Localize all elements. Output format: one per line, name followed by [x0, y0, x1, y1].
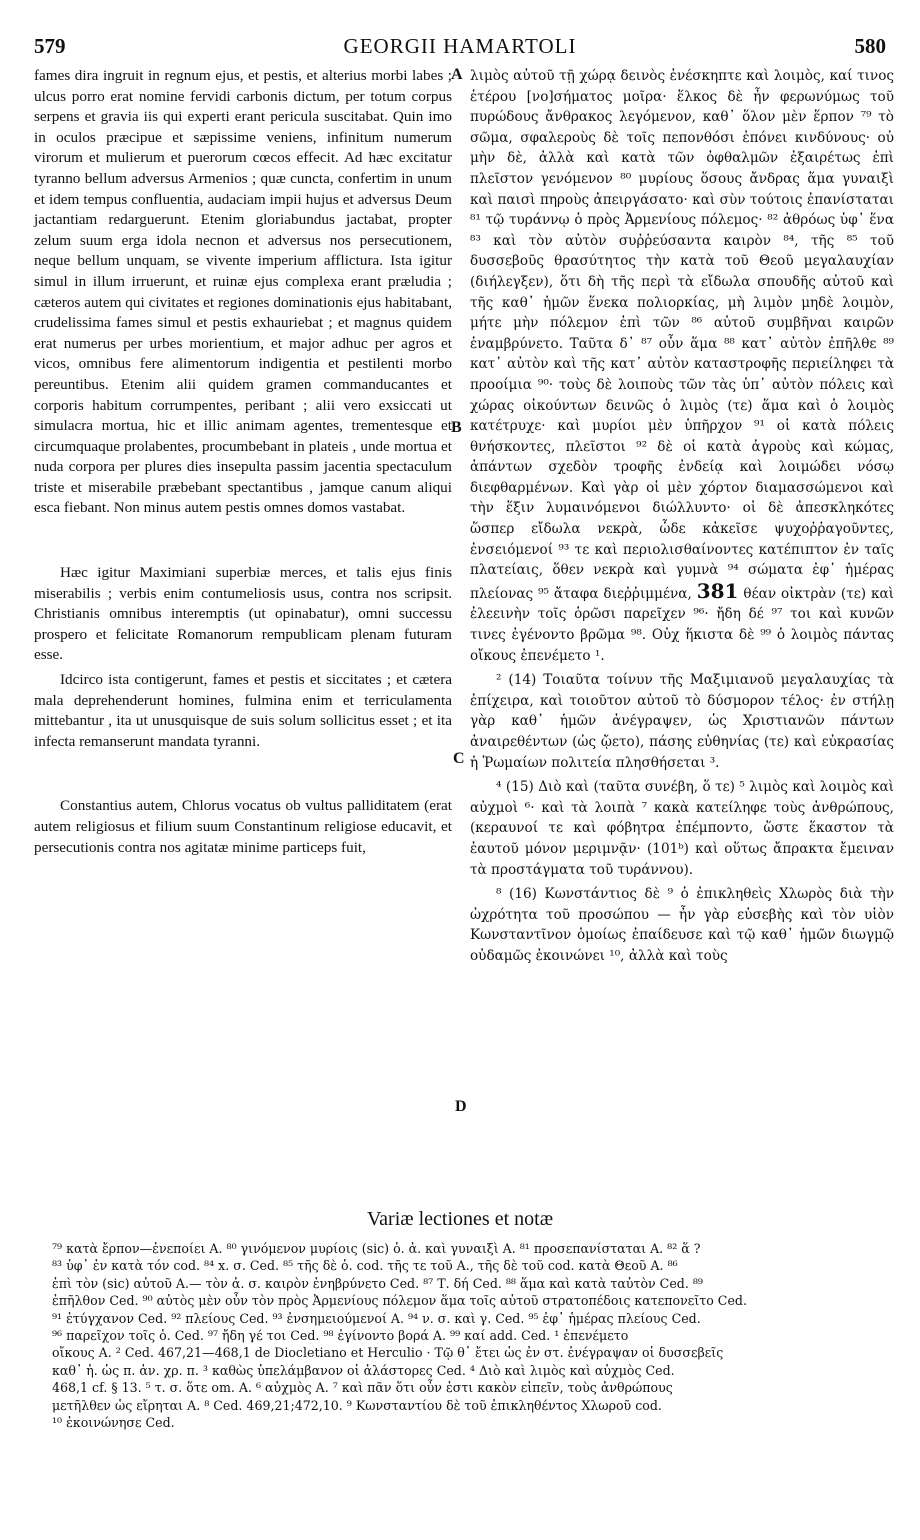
- running-title: GEORGII HAMARTOLI: [343, 34, 577, 58]
- section-marker-b: B: [451, 419, 462, 436]
- greek-column: [470, 66, 894, 967]
- note-line: οἴκους A. ² Ced. 467,21—468,1 de Diocletiano et Herculio · Τῷ θ᾽ ἔτει ὡς ἐν στ. ἐνέγραψαν οἱ δυσσεβεῖς: [52, 1345, 724, 1361]
- latin-column: [34, 66, 452, 858]
- note-line: ¹⁰ ἐκοινώνησε Ced.: [52, 1415, 175, 1431]
- page-header: [28, 34, 892, 64]
- note-line: καθ᾽ ἡ. ὡς π. ἀν. χρ. π. ³ καθὼς ὑπελάμβανον οἱ ἀλάστορες Ced. ⁴ Διὸ καὶ λιμὸς καὶ αὐχμὸς Ced.: [52, 1362, 675, 1378]
- section-marker-a: A: [451, 66, 463, 83]
- latin-paragraph-3: Idcirco ista contigerunt, fames et pestis et siccitates ; et cætera mala deprehenderunt homines, fulmina enim et terriculamenta mittebantur , ita ut unusquisque de suis solum sollicitus esset ; et ita infecta remanserunt mandata tyranni.: [34, 671, 452, 750]
- latin-paragraph-4: Constantius autem, Chlorus vocatus ob vultus palliditatem (erat autem religiosus et filium suum Constantinum religiose educavit, et persecutionis contra nos agitatæ minime particeps fuit,: [34, 797, 452, 856]
- notes-title: Variæ lectiones et notæ: [366, 1208, 554, 1230]
- page-number-right: 580: [854, 34, 886, 58]
- note-line: ⁷⁹ κατὰ ἔρπον—ἐνεποίει A. ⁸⁰ γινόμενον μυρίοις (sic) ὁ. ἀ. καὶ γυναιξὶ A. ⁸¹ προσεπανίσταται A. ⁸² ἅ ?: [52, 1241, 701, 1256]
- section-marker-d: D: [455, 1098, 467, 1115]
- section-marker-c: C: [453, 750, 465, 767]
- column-number: 381: [696, 578, 739, 603]
- latin-paragraph-2: Hæc igitur Maximiani superbiæ merces, et talis ejus finis miserabilis ; verbis enim contumeliosis usus, contra nos scripsit. Christianis omnibus interemptis (ut opinabatur), omni successu prospero et felicitate Romanorum rempublicam plenam futuram esse.: [34, 564, 452, 664]
- note-line: ⁹⁶ παρεῖχον τοῖς ὁ. Ced. ⁹⁷ ἤδη γέ τοι Ced. ⁹⁸ ἐγίνοντο βορά A. ⁹⁹ καί add. Ced. ¹ ἐπενέμετο: [52, 1328, 629, 1344]
- greek-text-1b: θέαν οἰκτρὰν (τε) καὶ ἐλεεινὴν τοῖς ὁρῶσι παρεῖχεν ⁹⁶· ἤδη δέ ⁹⁷ τοι καὶ κυνῶν τινες ἐγένοντο βρῶμα ⁹⁸. Οὐχ ἥκιστα δὲ ⁹⁹ ὁ λοιμὸς πάντας οἴκους ἐπενέμετο ¹.: [470, 585, 895, 664]
- greek-text-1a: λιμὸς αὐτοῦ τῇ χώρᾳ δεινὸς ἐνέσκηπτε καὶ λοιμὸς, καί τινος ἑτέρου [νο]σήματος μοῖρα· ἕλκος δὲ ἦν φερωνύμως τοῦ πυρώδους ἄνθρακος λεγόμενον, καθ᾽ ὅλον μὲν ἕρπον ⁷⁹ τὸ σῶμα, σφαλεροὺς δὲ τοῖς πεπονθόσι ἐπόνει κινδύνους· οὐ μὴν δὲ, ἀλλὰ καὶ κατὰ τῶν ὀφθαλμῶν ἐξαιρέτως ἐπὶ πλεῖστον γενόμενον ⁸⁰ μυρίους ὅσους ἄνδρας ἅμα γυναιξὶ καὶ παισὶ πηροὺς ἀπειργάσατο· καὶ σὺν τούτοις ἐπανίσταται ⁸¹ τῷ τυράννῳ ὁ πρὸς Ἀρμενίους πόλεμος· ⁸² ἀθρόως ὑφ᾽ ἕνα ⁸³ καὶ τὸν αὐτὸν συῤῥεύσαντα καιρὸν ⁸⁴, τῆς ⁸⁵ τοῦ δυσσεβοῦς θρασύτητος τὴν κατὰ τοῦ Θεοῦ μεγαλαυχίαν (διήλεγξεν), ὅτι δὴ τῆς περὶ τὰ εἴδωλα σπουδῆς αὐτοῦ καὶ τῆς καθ᾽ ἡμῶν ἕνεκα πολιορκίας, μὴ λιμὸν μηδὲ λοιμὸν, μήτε μὴν πόλεμον ἐπὶ τῶν ⁸⁶ αὐτοῦ συμβῆναι καιρῶν ἐναμβρύνετο. Ταῦτα δ᾽ ⁸⁷ οὖν ἅμα ⁸⁸ κατ᾽ αὐτὸν ἐπῆλθε ⁸⁹ κατ᾽ αὐτὸν καὶ τῆς κατ᾽ αὐτὸν καταστροφῆς περιείληφει τὰ προοίμια ⁹⁰· τοὺς δὲ λοιποὺς τῶν τὰς ὑπ᾽ αὐτὸν πόλεις καὶ χώρας οἰκούντων δεινῶς ὁ λιμὸς (τε) ἅμα καὶ ὁ λοιμὸς κατέτρυχε· καὶ μυρίοι μὲν ὑπῆρχον ⁹¹ οἱ κατὰ πόλεις θνήσκοντες, πλεῖστοι ⁹² δὲ οἱ κατὰ ἀγροὺς καὶ κώμας, ἁπάντων σχεδὸν τροφῆς ἐνδείᾳ καὶ λοιμώδει νόσῳ διεφθαρμένων. Καὶ γὰρ οἱ μὲν χόρτον διαμασσώμενοι καὶ τὴν ἕξιν λυμαινόμενοι διώλλυντο· οἱ δὲ ἀπεσκληκότες ὥσπερ εἴδωλα νεκρὰ, ὧδε κἀκεῖσε ψυχοῤῥαγοῦντες, ἐνσειόμενοί ⁹³ τε καὶ περιολισθαίνοντες κατέπιπτον ἐν ταῖς πλατείαις, ὅθεν νεκρὰ καὶ γυμνὰ ⁹⁴ σώματα ἐφ᾽ ἡμέρας πλείονας ⁹⁵ ἄταφα διεῤῥιμμένα,: [470, 68, 894, 602]
- greek-paragraph-2: ² (14) Τοιαῦτα τοίνυν τῆς Μαξιμιανοῦ μεγαλαυχίας τὰ ἐπίχειρα, καὶ τοιοῦτον αὐτοῦ τὸ δύσμορον τέλος· ἐν στήλῃ γὰρ καθ᾽ ἡμῶν ἀνέγραψεν, ὡς Χριστιανῶν πάντων ἀναιρεθέντων (ὡς ᾤετο), πάσης εὐθηνίας (τε) καὶ εὐκρασίας ἡ Ῥωμαίων πολιτεία πλησθήσεται ³.: [470, 672, 894, 771]
- notes-block: [52, 1240, 890, 1431]
- note-line: 468,1 cf. § 13. ⁵ τ. σ. ὅτε om. A. ⁶ αὐχμὸς A. ⁷ καὶ πᾶν ὅτι οὖν ἐστι κακὸν εἰπεῖν, τοὺς ἀνθρώπους: [52, 1380, 673, 1396]
- note-line: ἐπῆλθον Ced. ⁹⁰ αὐτὸς μὲν οὖν τὸν πρὸς Ἀρμενίους πόλεμον ἅμα τοῖς αὐτοῦ στρατοπέδοις κατεπονεῖτο Ced.: [52, 1293, 747, 1309]
- note-line: μετῆλθεν ὡς εἴρηται A. ⁸ Ced. 469,21;472,10. ⁹ Κωνσταντίου δὲ τοῦ ἐπικληθέντος Χλωροῦ cod.: [52, 1397, 662, 1413]
- page-number-left: 579: [34, 34, 66, 58]
- latin-paragraph-1: fames dira ingruit in regnum ejus, et pestis, et alterius morbi labes ; ulcus porro erat nomine fervidi carbonis dictum, per totum corpus serpens et gravia iis qui experti erant pericula suscitabat. Quin imo in oculos præcipue et sæpissime veniens, infinitum numerum virorum et mulierum et puerorum cœcos effecit. Ad hæc excitatur tyranno bellum adversus Armenios ; quæ cuncta, confertim in unum et idem tempus confluentia, audaciam impii hujus et adversus Deum jactantiam redarguerunt. Etenim gloriabundus jactabat, propter zelum suum erga idola necnon et adversus nos persecutionem, neque bellum unquam, se vivente imperium afflictura. Ista igitur simul in illum irruerunt, et ruinæ ejus complexa erant præludia ; cæteros autem qui civitates et regiones dominationis ejus habitabant, crudelissima fames simul et pestis exhauriebat ; et magnus quidem erat numerus per urbes morientium, et major adhuc per agros et vicos, omnibus fere alimentorum indigentia et pestilenti morbo pereuntibus. Etenim alii quidem gramen commanducantes et corporis habitum corrumpentes, peribant ; alii vero exsiccati ut simulacra mortua, hic et illic animam agentes, trementesque et circumquaque prolabentes, procumbebant in plateis , unde mortua et nuda corpora per plures dies insepulta passim jacentia spectaculum triste et miserabile præbebant spectantibus , jamque canum aliqui esca fiebant. Non minus autem pestis omnes domos vastabat.: [34, 67, 452, 517]
- note-line: ⁸³ ὑφ᾽ ἐν κατὰ τόν cod. ⁸⁴ x. σ. Ced. ⁸⁵ τῆς δὲ ὁ. cod. τῆς τε τοῦ A., τῆς δὲ τοῦ cod. κατὰ Θεοῦ A. ⁸⁶: [52, 1258, 678, 1274]
- greek-paragraph-4: ⁸ (16) Κωνστάντιος δὲ ⁹ ὁ ἐπικληθεὶς Χλωρὸς διὰ τὴν ὠχρότητα τοῦ προσώπου — ἦν γὰρ εὐσεβὴς καὶ τὸν υἱὸν Κωνσταντῖνον ὁμοίως ἐπαίδευσε καὶ τῷ καθ᾽ ἡμῶν διωγμῷ οὐδαμῶς ἐκοινώνει ¹⁰, ἀλλὰ καὶ τοὺς: [470, 886, 894, 964]
- note-line: ⁹¹ ἐτύγχανον Ced. ⁹² πλείους Ced. ⁹³ ἐνσημειούμενοί A. ⁹⁴ ν. σ. καὶ γ. Ced. ⁹⁵ ἐφ᾽ ἡμέρας πλείους Ced.: [52, 1310, 701, 1326]
- greek-paragraph-1: [470, 66, 894, 666]
- greek-paragraph-3: ⁴ (15) Διὸ καὶ (ταῦτα συνέβη, ὅ τε) ⁵ λιμὸς καὶ λοιμὸς καὶ αὐχμοὶ ⁶· καὶ τὰ λοιπὰ ⁷ κακὰ κατείληφε τοὺς ἀνθρώπους, (κεραυνοί τε καὶ φόβητρα ἐπέμποντο, ὥστε ἕκαστον τὰ ἑαυτοῦ μόνον μεριμνᾷν· (101ᵇ) καὶ οὕτως ἄπρακτα ἔμειναν τὰ προστάγματα τοῦ τυράννου).: [470, 779, 894, 878]
- note-line: ἐπὶ τὸν (sic) αὐτοῦ A.— τὸν ἀ. σ. καιρὸν ἐνηβρύνετο Ced. ⁸⁷ Τ. δή Ced. ⁸⁸ ἅμα καὶ κατὰ ταὐτὸν Ced. ⁸⁹: [52, 1275, 703, 1291]
